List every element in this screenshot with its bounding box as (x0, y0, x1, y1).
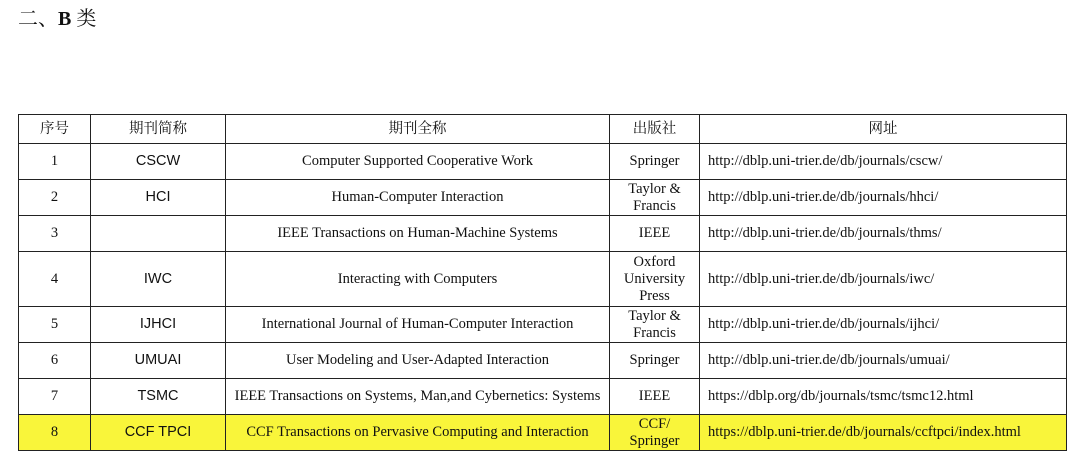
cell-publisher: Springer (610, 144, 700, 180)
cell-no: 4 (19, 252, 91, 307)
cell-no: 5 (19, 307, 91, 343)
cell-abbr (91, 216, 226, 252)
cell-abbr: CCF TPCI (91, 415, 226, 451)
table-row (19, 307, 1067, 343)
header-publisher: 出版社 (610, 115, 700, 144)
cell-abbr: IWC (91, 252, 226, 307)
cell-no: 6 (19, 343, 91, 379)
heading-suffix: 类 (76, 8, 97, 30)
cell-publisher: CCF/ Springer (610, 415, 700, 451)
cell-full-name: Computer Supported Cooperative Work (226, 144, 610, 180)
cell-url[interactable]: http://dblp.uni-trier.de/db/journals/thms/ (700, 216, 1067, 252)
cell-url[interactable]: http://dblp.uni-trier.de/db/journals/umuai/ (700, 343, 1067, 379)
cell-url[interactable]: http://dblp.uni-trier.de/db/journals/iwc/ (700, 252, 1067, 307)
table-row (19, 216, 1067, 252)
table-row (19, 343, 1067, 379)
header-abbr: 期刊简称 (91, 115, 226, 144)
table-row (19, 180, 1067, 216)
heading-prefix: 二、 (18, 8, 58, 30)
header-url: 网址 (700, 115, 1067, 144)
cell-url[interactable]: http://dblp.uni-trier.de/db/journals/cscw/ (700, 144, 1067, 180)
cell-abbr: UMUAI (91, 343, 226, 379)
table-header-row (19, 115, 1067, 144)
cell-full-name: Human-Computer Interaction (226, 180, 610, 216)
table-row (19, 379, 1067, 415)
cell-abbr: TSMC (91, 379, 226, 415)
cell-publisher: IEEE (610, 216, 700, 252)
cell-url[interactable]: https://dblp.uni-trier.de/db/journals/ccftpci/index.html (700, 415, 1067, 451)
table-row (19, 252, 1067, 307)
cell-full-name: CCF Transactions on Pervasive Computing and Interaction (226, 415, 610, 451)
section-heading (18, 6, 96, 32)
table-row-highlighted (19, 415, 1067, 451)
heading-letter: B (58, 8, 72, 30)
cell-no: 7 (19, 379, 91, 415)
cell-publisher: Taylor & Francis (610, 307, 700, 343)
cell-full-name: IEEE Transactions on Human-Machine Systems (226, 216, 610, 252)
cell-abbr: IJHCI (91, 307, 226, 343)
cell-abbr: HCI (91, 180, 226, 216)
cell-publisher: Springer (610, 343, 700, 379)
cell-publisher: Oxford University Press (610, 252, 700, 307)
header-full-name: 期刊全称 (226, 115, 610, 144)
cell-no: 8 (19, 415, 91, 451)
journal-table (18, 114, 1067, 451)
cell-url[interactable]: http://dblp.uni-trier.de/db/journals/hhci/ (700, 180, 1067, 216)
cell-url[interactable]: https://dblp.org/db/journals/tsmc/tsmc12.html (700, 379, 1067, 415)
cell-url[interactable]: http://dblp.uni-trier.de/db/journals/ijhci/ (700, 307, 1067, 343)
cell-full-name: IEEE Transactions on Systems, Man,and Cybernetics: Systems (226, 379, 610, 415)
cell-full-name: User Modeling and User-Adapted Interaction (226, 343, 610, 379)
cell-full-name: Interacting with Computers (226, 252, 610, 307)
cell-full-name: International Journal of Human-Computer Interaction (226, 307, 610, 343)
cell-no: 3 (19, 216, 91, 252)
table-row (19, 144, 1067, 180)
header-no: 序号 (19, 115, 91, 144)
cell-publisher: IEEE (610, 379, 700, 415)
cell-no: 1 (19, 144, 91, 180)
cell-publisher: Taylor & Francis (610, 180, 700, 216)
cell-abbr: CSCW (91, 144, 226, 180)
cell-no: 2 (19, 180, 91, 216)
